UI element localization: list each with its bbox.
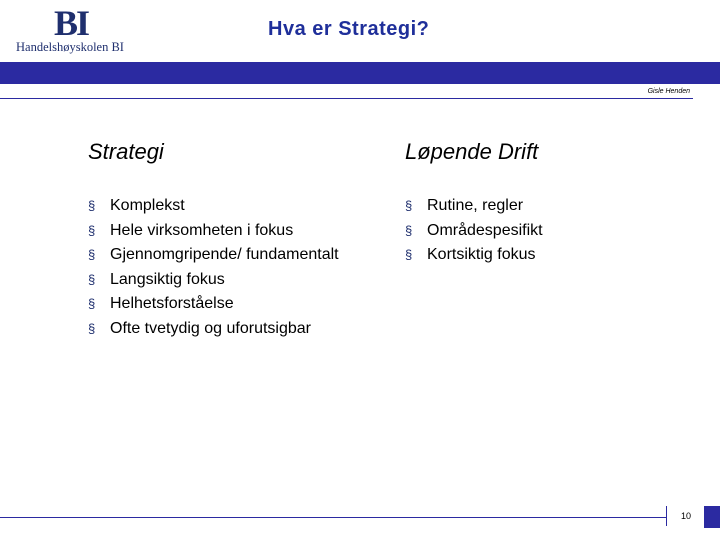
bullet-icon: §	[88, 198, 96, 213]
bullet-icon: §	[88, 222, 96, 238]
list-item: § Områdespesifikt	[405, 219, 705, 244]
list-item: § Komplekst	[88, 194, 388, 219]
list-item: § Helhetsforståelse	[88, 292, 388, 317]
list-item: § Rutine, regler	[405, 194, 705, 219]
author-name: Gisle Henden	[647, 88, 690, 95]
slide-title: Hva er Strategi?	[268, 18, 430, 40]
strategy-heading: Strategi	[88, 139, 164, 164]
logo-mark: BI	[54, 3, 89, 43]
bullet-icon: §	[405, 247, 413, 262]
bullet-icon: §	[405, 222, 413, 238]
list-item: § Langsiktig fokus	[88, 268, 388, 293]
page-number: 10	[666, 506, 705, 526]
operations-column	[405, 138, 705, 268]
list-item: § Ofte tvetydig og uforutsigbar	[88, 317, 388, 342]
bullet-icon: §	[88, 296, 96, 311]
header-band	[0, 62, 720, 84]
footer-band	[704, 506, 720, 528]
bullet-icon: §	[88, 247, 96, 262]
bi-logo	[14, 4, 144, 56]
operations-heading: Løpende Drift	[405, 139, 539, 164]
bullet-icon: §	[88, 271, 96, 287]
strategy-list	[88, 194, 388, 341]
operations-list	[405, 194, 705, 268]
list-item: § Gjennomgripende/ fundamentalt	[88, 243, 388, 268]
list-item: § Hele virksomheten i fokus	[88, 219, 388, 244]
logo-name: Handelshøyskolen BI	[16, 40, 124, 54]
header-rule	[0, 98, 693, 99]
bullet-icon: §	[405, 198, 413, 213]
footer-rule	[0, 517, 693, 518]
list-item: § Kortsiktig fokus	[405, 243, 705, 268]
strategy-column	[88, 138, 388, 341]
bullet-icon: §	[88, 320, 96, 336]
